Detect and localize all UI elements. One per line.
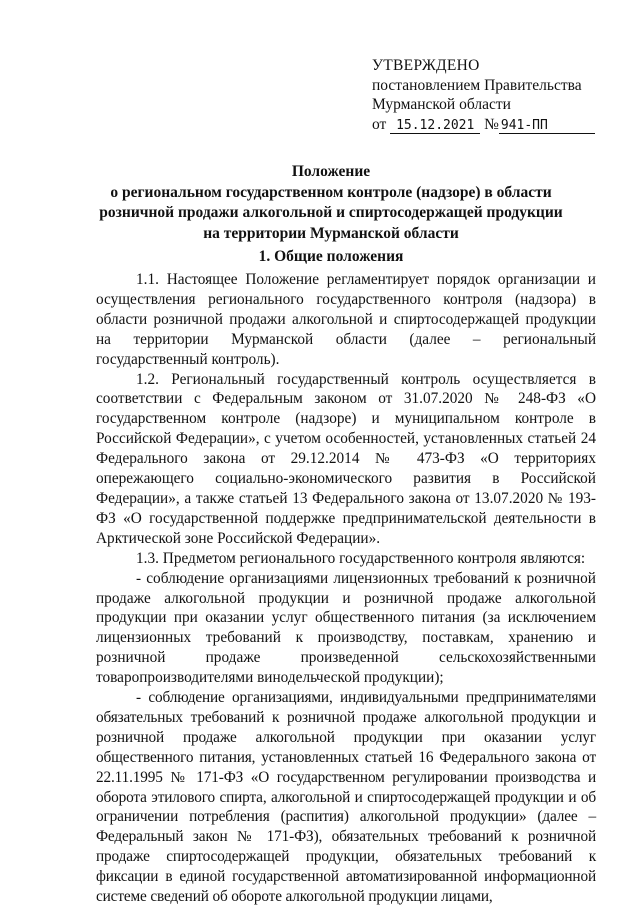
approval-number: 941-ПП xyxy=(499,118,595,134)
paragraph-1-3: 1.3. Предметом регионального государственного контроля являются: xyxy=(136,549,586,567)
paragraph-bullet-1: - соблюдение организациями лицензионных требований к розничной продаже алкогольной продукции и розничной продаже алкогольной продукции при оказании услуг общественного питания (за исключением лицензионных требований к производству, поставкам, хранению и розничной продаже произведенной сельскохозяйственными товаропроизводителями винодельческой продукции); xyxy=(96,569,596,687)
number-prefix: № xyxy=(484,115,499,133)
paragraph-bullet-2: - соблюдение организациями, индивидуальными предпринимателями обязательных требований к розничной продаже алкогольной продукции и розничной продаже алкогольной продукции при оказании услуг общественного питания, установленных статьей 16 Федерального закона от 22.11.1995 № 171-ФЗ «О государственном регулировании производства и оборота этилового спирта, алкогольной и спиртосодержащей продукции и об ограничении потребления (распития) алкогольной продукции» (далее – Федеральный закон № 171-ФЗ), обязательных требований к розничной продаже спиртосодержащей продукции, обязательных требований к фиксации в единой государственной автоматизированной информационной системе сведений об обороте алкогольной продукции лицами, xyxy=(96,689,596,905)
approval-line-2: Мурманской области xyxy=(372,96,511,113)
date-prefix: от xyxy=(372,115,387,133)
title-line-4: на территории Мурманской области xyxy=(203,224,459,242)
approval-stamp-block xyxy=(372,56,612,134)
document-body xyxy=(96,270,596,905)
title-line-1: Положение xyxy=(291,163,371,180)
section-heading: 1. Общие положения xyxy=(258,248,404,265)
approval-line-1: постановлением Правительства xyxy=(372,76,582,94)
title-line-2: о региональном государственном контроле (надзоре) в области xyxy=(110,183,552,201)
approval-date: 15.12.2021 xyxy=(390,118,480,134)
title-line-3: розничной продажи алкогольной и спиртосодержащей продукции xyxy=(99,204,563,221)
approval-date-line xyxy=(372,115,612,135)
document-title xyxy=(96,162,566,244)
paragraph-1-1: 1.1. Настоящее Положение регламентирует порядок организации и осуществления регионального государственного контроля (надзора) в области розничной продажи алкогольной и спиртосодержащей продукции на территории Мурманской области (далее – региональный государственный контроль). xyxy=(96,271,596,368)
approval-stamp: УТВЕРЖДЕНО xyxy=(372,57,480,74)
paragraph-1-2: 1.2. Региональный государственный контроль осуществляется в соответствии с Федеральным законом от 31.07.2020 № 248-ФЗ «О государственном контроле (надзоре) и муниципальном контроле в Российской Федерации», с учетом особенностей, установленных статьей 24 Федерального закона от 29.12.2014 № 473-ФЗ «О территориях опережающего социально-экономического развития в Российской Федерации», а также статьей 13 Федерального закона от 13.07.2020 № 193-ФЗ «О государственной поддержке предпринимательской деятельности в Арктической зоне Российской Федерации». xyxy=(96,370,596,547)
